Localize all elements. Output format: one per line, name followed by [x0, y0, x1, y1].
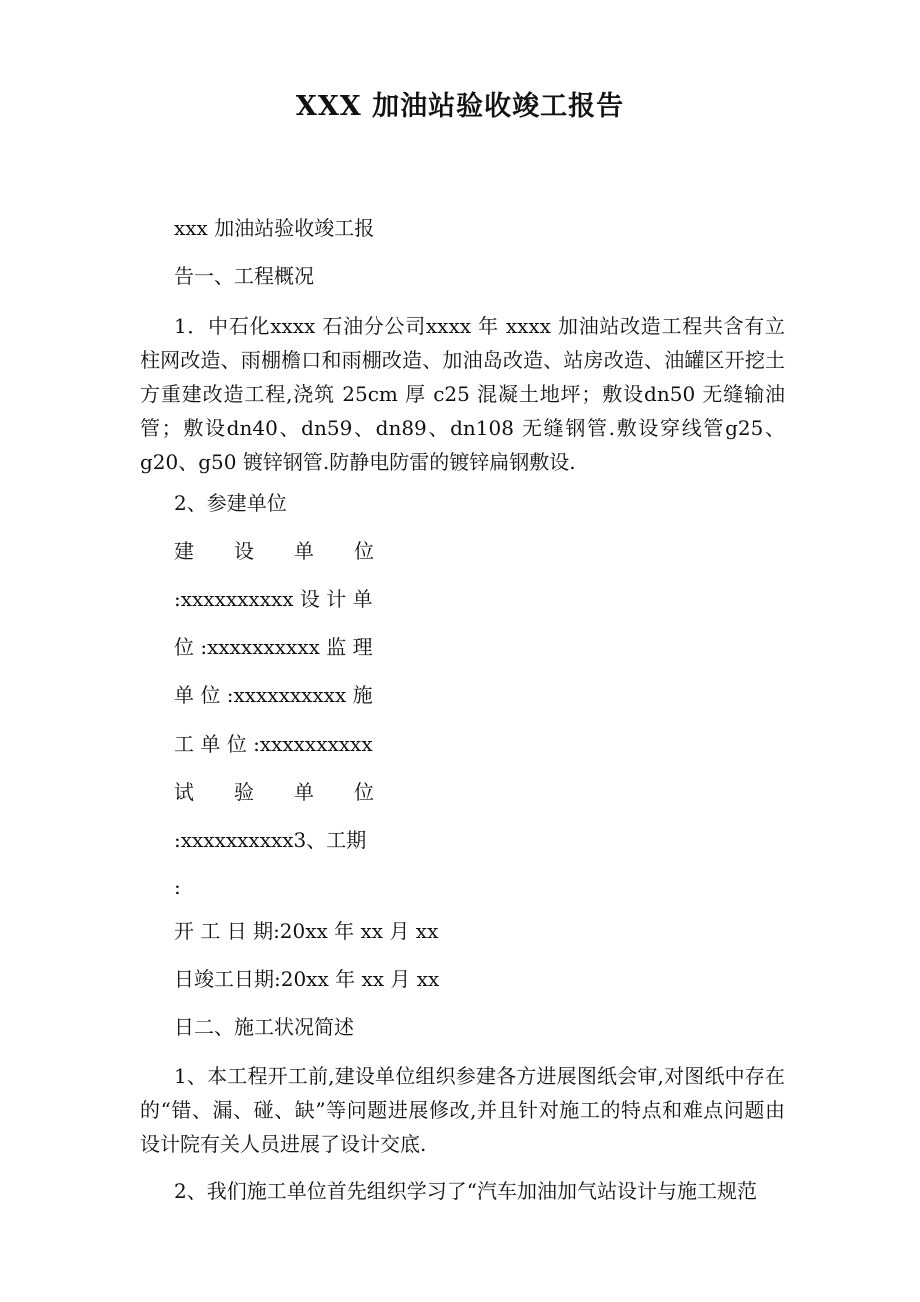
spaced-label	[174, 534, 374, 568]
doc-line: 单 位 :xxxxxxxxxx 施	[174, 683, 373, 707]
document-title: XXX 加油站验收竣工报告	[295, 91, 625, 122]
paragraph-construction-2: 2、我们施工单位首先组织学习了“汽车加油加气站设计与施工规范	[174, 1179, 757, 1203]
doc-line: :xxxxxxxxxx 设 计 单	[174, 587, 373, 611]
spaced-char: 验	[234, 780, 254, 804]
doc-line: :	[174, 875, 181, 899]
doc-line: 工 单 位 :xxxxxxxxxx	[174, 732, 373, 756]
spaced-char: 建	[174, 539, 194, 563]
spaced-label	[174, 775, 374, 809]
spaced-char: 位	[354, 539, 374, 563]
spaced-char: 单	[294, 539, 314, 563]
doc-line: :xxxxxxxxxx3、工期	[174, 828, 367, 852]
doc-line: 开 工 日 期:20xx 年 xx 月 xx	[174, 919, 439, 943]
spaced-char: 试	[174, 780, 194, 804]
section-heading: 告一、工程概况	[174, 264, 314, 288]
doc-line: 位 :xxxxxxxxxx 监 理	[174, 635, 373, 659]
paragraph-overview: 1．中石化xxxx 石油分公司xxxx 年 xxxx 加油站改造工程共含有立柱网改造、雨棚檐口和雨棚改造、加油岛改造、站房改造、油罐区开挖土方重建改造工程,浇筑 25cm 厚 c25 混凝土地坪；敷设dn50 无缝输油管；敷设dn40、dn59、dn89、dn108 无缝钢管.敷设穿线管g25、g20、g50 镀锌钢管.防静电防雷的镀锌扁钢敷设.	[140, 314, 785, 474]
doc-line: xxx 加油站验收竣工报	[174, 216, 375, 240]
section-heading: 2、参建单位	[174, 491, 287, 515]
spaced-char: 位	[354, 780, 374, 804]
section-heading: 日二、施工状况简述	[174, 1015, 354, 1039]
paragraph-construction-1: 1、本工程开工前,建设单位组织参建各方进展图纸会审,对图纸中存在的“错、漏、碰、缺”等问题进展修改,并且针对施工的特点和难点问题由设计院有关人员进展了设计交底.	[140, 1064, 785, 1156]
spaced-char: 设	[234, 539, 254, 563]
spaced-char: 单	[294, 780, 314, 804]
doc-line: 日竣工日期:20xx 年 xx 月 xx	[174, 967, 440, 991]
